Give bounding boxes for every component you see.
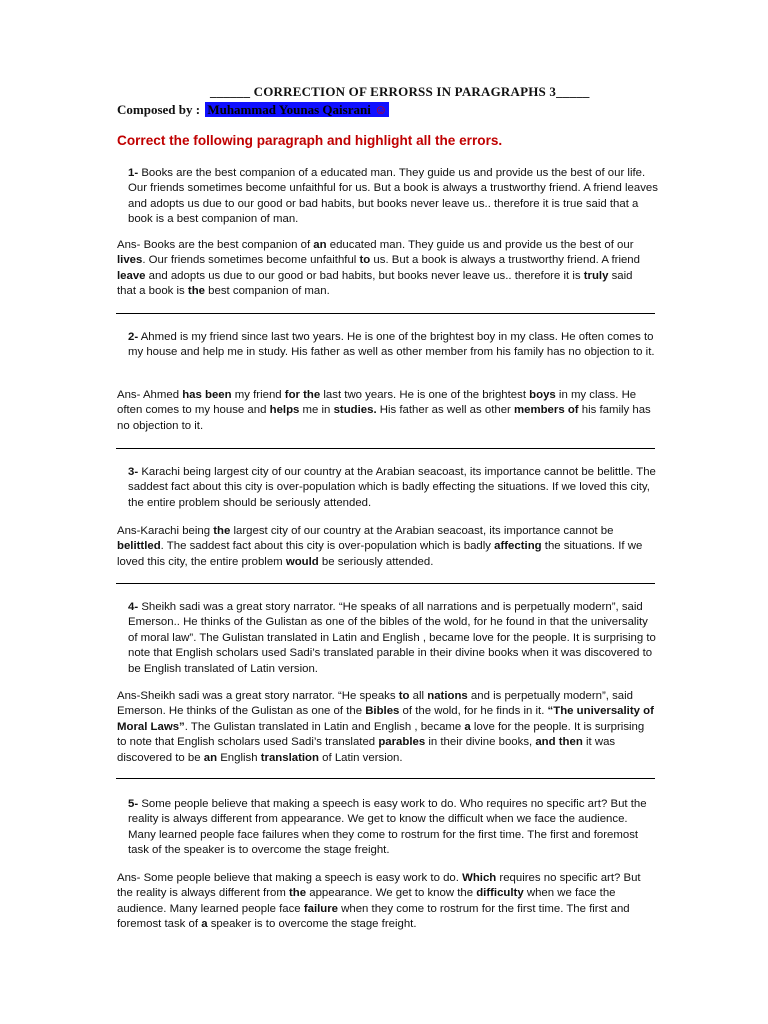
correction-highlight: Bibles [365, 705, 400, 718]
correction-highlight: would [285, 555, 319, 568]
answer-segment: Some people believe that making a speech is easy work to do. [140, 872, 463, 884]
correction-highlight: difficulty [476, 887, 524, 900]
answer-segment: . The Gulistan translated in Latin and English , became [184, 720, 465, 733]
answer-text-2 [117, 389, 651, 432]
question-paragraph-3 [128, 465, 658, 511]
question-number-2: 2- [128, 331, 139, 343]
smiley-icon: ☺ [374, 102, 388, 117]
author-name: Muhammad Younas Qaisrani [207, 102, 371, 117]
correction-highlight: nations [427, 690, 468, 702]
answer-segment: and adopts us due to our good or bad habits, but books never leave us.. therefore it is [145, 269, 584, 282]
divider-3 [116, 583, 655, 584]
answer-text-3 [117, 525, 642, 568]
correction-highlight: helps [269, 404, 300, 417]
answer-segment: in my class. He often comes to my house and [117, 389, 637, 417]
question-paragraph-1 [128, 166, 658, 228]
correction-highlight: affecting [494, 540, 542, 553]
divider-4 [116, 778, 655, 779]
answer-paragraph-5 [117, 871, 654, 933]
correction-highlight: to [398, 690, 410, 702]
answer-segment: Sheikh sadi was a great story narrator. “He speaks [140, 690, 399, 702]
answer-segment: the situations. If we loved this city, the entire problem [117, 540, 643, 568]
question-text-1: Books are the best companion of a educated man. They guide us and provide us the best of our life. Our friends sometimes become unfaithful for us. But a book is always a trustworthy friend. A friend leaves and adopts us due to our good or bad habits, but books never leave us.. therefore it is true said that a book is a best companion of man. [128, 167, 658, 226]
answer-segment: educated man. They guide us and provide us the best of our [326, 239, 634, 251]
correction-highlight: Which [462, 872, 497, 884]
correction-highlight: leave [117, 269, 146, 282]
answer-segment: speaker is to overcome the stage freight. [207, 918, 417, 931]
answer-segment: love for the people. It is surprising to note that English scholars used Sadi’s translated [117, 720, 645, 749]
correction-highlight: the [288, 887, 307, 900]
correction-highlight: failure [303, 902, 338, 915]
question-number-5: 5- [128, 798, 139, 810]
question-text-4: Sheikh sadi was a great story narrator. “He speaks of all narrations and is perpetually modern”, said Emerson.. He thinks of the Gulistan as one of the bibles of the wold, for he found in that the universality of moral law”. The Gulistan translated in Latin and English , became love for the people. It is surprising to note that English scholars used Sadi’s translated parable in their divine books when it was discovered to be English translated of Latin version. [128, 601, 656, 675]
answer-segment: it was discovered to be [117, 736, 616, 764]
answer-segment: His father as well as other [376, 404, 514, 417]
answer-segment: and is perpetually modern”, said Emerson. He thinks of the Gulistan as one of the [117, 690, 634, 718]
answer-segment: of the wold, for he finds in it. [399, 705, 548, 718]
correction-highlight: an [203, 751, 218, 764]
answer-segment: of Latin version. [318, 751, 403, 764]
answer-segment: Karachi being [140, 525, 214, 537]
answer-label-1: Ans- [117, 239, 141, 251]
answer-segment: Ahmed [140, 389, 183, 401]
answer-segment: largest city of our country at the Arabian seacoast, its importance cannot be [230, 525, 614, 537]
answer-segment: . The saddest fact about this city is over-population which is badly [160, 540, 495, 553]
answer-segment: all [409, 690, 428, 702]
correction-highlight: truly [583, 269, 609, 282]
answer-segment: English [217, 751, 261, 764]
answer-paragraph-1 [117, 238, 654, 300]
answer-segment: when they come to rostrum for the first time. The first and foremost task of [117, 902, 630, 931]
answer-segment: me in [299, 404, 334, 417]
correction-highlight: lives [117, 254, 143, 267]
correction-highlight: and then [535, 736, 583, 749]
answer-paragraph-3 [117, 524, 654, 570]
divider-2 [116, 448, 655, 449]
answer-segment: requires no specific art? But the reality is always different from [117, 872, 641, 900]
answer-label-4: Ans- [117, 690, 141, 702]
question-number-4: 4- [128, 601, 139, 613]
correction-highlight: boys [529, 389, 556, 401]
question-text-5: Some people believe that making a speech is easy work to do. Who requires no specific art? But the reality is always different from appearance. We get to know the difficult when we face the audience. Many learned people face failures when they come to rostrum for the first time. The first and foremost task of the speaker is to overcome the stage freight. [128, 798, 647, 857]
correction-highlight: a [201, 918, 208, 931]
correction-highlight: a [464, 720, 471, 733]
answer-segment: said that a book is [117, 269, 633, 298]
composed-label: Composed by : [117, 102, 201, 117]
answer-label-2: Ans- [117, 389, 141, 401]
answer-text-4 [117, 690, 654, 764]
instruction-heading: Correct the following paragraph and highlight all the errors. [117, 133, 503, 148]
answer-label-3: Ans- [117, 525, 141, 537]
question-paragraph-5 [128, 797, 658, 859]
question-paragraph-2 [128, 330, 658, 361]
answer-text-1 [117, 239, 640, 297]
correction-highlight: “The universality of Moral Laws” [117, 705, 654, 733]
answer-paragraph-4 [117, 689, 654, 766]
correction-highlight: parables [378, 736, 426, 749]
answer-segment: in their divine books, [425, 736, 536, 749]
answer-segment: when we face the audience. Many learned people face [117, 887, 616, 915]
correction-highlight: an [313, 239, 327, 251]
correction-highlight: for the [284, 389, 321, 401]
author-highlight [205, 102, 389, 117]
answer-segment: . Our friends sometimes become unfaithful [142, 254, 360, 267]
answer-paragraph-2 [117, 388, 654, 434]
correction-highlight: translation [260, 751, 319, 764]
question-paragraph-4 [128, 600, 658, 677]
answer-segment: best companion of man. [205, 285, 330, 298]
answer-segment: my friend [231, 389, 285, 401]
correction-highlight: has been [182, 389, 232, 401]
correction-highlight: to [359, 254, 371, 267]
question-number-3: 3- [128, 466, 139, 478]
correction-highlight: the [187, 285, 206, 298]
answer-segment: be seriously attended. [318, 555, 434, 568]
correction-highlight: belittled [117, 540, 161, 553]
question-text-3: Karachi being largest city of our country at the Arabian seacoast, its importance cannot be belittle. The saddest fact about this city is over-population which is badly effecting the situations. If we loved this city, the entire problem should be seriously attended. [128, 466, 656, 509]
composer-line [117, 102, 389, 118]
correction-highlight: studies. [333, 404, 377, 417]
answer-label-5: Ans- [117, 872, 141, 884]
answer-segment: appearance. We get to know the [306, 887, 477, 900]
answer-text-5 [117, 872, 641, 930]
answer-segment: Books are the best companion of [140, 239, 314, 251]
document-title: ______ CORRECTION OF ERRORSS IN PARAGRAPHS 3_____ [210, 84, 590, 99]
question-text-2: Ahmed is my friend since last two years. He is one of the brightest boy in my class. He often comes to my house and help me in study. His father as well as other member from his family has no objection to it. [128, 331, 655, 359]
correction-highlight: the [213, 525, 231, 537]
answer-segment: last two years. He is one of the brightest [320, 389, 530, 401]
correction-highlight: members of [514, 404, 579, 417]
divider-1 [116, 313, 655, 314]
answer-segment: his family has no objection to it. [117, 404, 651, 432]
question-number-1: 1- [128, 167, 139, 179]
answer-segment: us. But a book is always a trustworthy friend. A friend [370, 254, 640, 267]
